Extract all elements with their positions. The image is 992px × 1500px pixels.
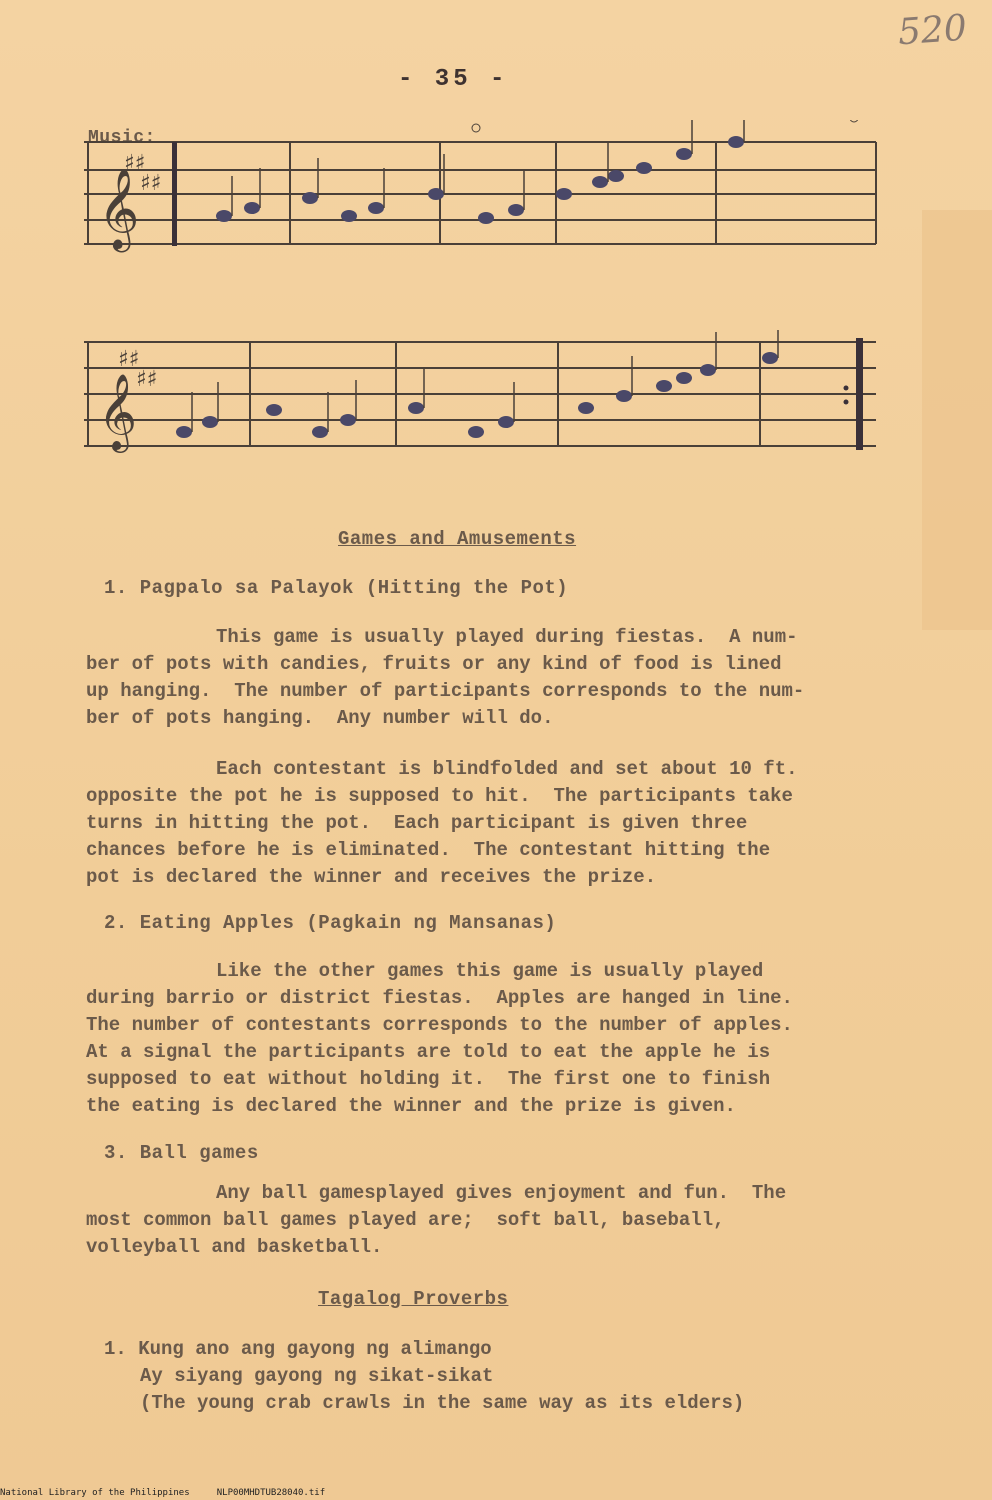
game-2-paragraph-1 — [86, 958, 793, 1120]
game-3-paragraph-1 — [86, 1180, 786, 1261]
text-line: Like the other games this game is usually played — [216, 960, 764, 982]
text-line: supposed to eat without holding it. The first one to finish — [86, 1068, 771, 1090]
proverb-1 — [104, 1336, 744, 1417]
proverbs-heading: Tagalog Proverbs — [318, 1288, 509, 1310]
text-line: the eating is declared the winner and the prize is given. — [86, 1095, 736, 1117]
proverb-translation: (The young crab crawls in the same way as its elders) — [140, 1392, 745, 1414]
text-line: This game is usually played during fiestas. A num- — [216, 626, 798, 648]
text-line: volleyball and basketball. — [86, 1236, 383, 1258]
text-line: turns in hitting the pot. Each participant is given three — [86, 812, 748, 834]
text-line: pot is declared the winner and receives the prize. — [86, 866, 657, 888]
text-line: Any ball gamesplayed gives enjoyment and fun. The — [216, 1182, 787, 1204]
music-staff-1 — [84, 120, 884, 270]
handwritten-page-number: 520 — [896, 7, 969, 54]
svg-text:𝄞: 𝄞 — [98, 373, 138, 450]
page-number: - 35 - — [398, 66, 509, 93]
proverb-line: Kung ano ang gayong ng alimango — [138, 1338, 492, 1360]
music-label: Music: — [88, 128, 156, 148]
text-line: opposite the pot he is supposed to hit. The participants take — [86, 785, 793, 807]
text-line: Each contestant is blindfolded and set about 10 ft. — [216, 758, 798, 780]
game-1-paragraph-1 — [86, 624, 804, 732]
svg-text:𝄞: 𝄞 — [98, 167, 140, 249]
text-line: up hanging. The number of participants corresponds to the num- — [86, 680, 805, 702]
text-line: ber of pots with candies, fruits or any kind of food is lined — [86, 653, 782, 675]
svg-text:♯♯: ♯♯ — [124, 151, 146, 176]
paper-edge-shadow — [922, 210, 992, 630]
proverb-number: 1. — [104, 1338, 127, 1360]
music-staff-2 — [84, 330, 884, 460]
text-line: during barrio or district fiestas. Apples are hanged in line. — [86, 987, 793, 1009]
game-1-title: 1. Pagpalo sa Palayok (Hitting the Pot) — [104, 577, 569, 599]
svg-text:♯♯: ♯♯ — [140, 171, 162, 196]
text-line: chances before he is eliminated. The contestant hitting the — [86, 839, 771, 861]
svg-text:♯♯: ♯♯ — [118, 347, 140, 372]
scan-footer: National Library of the Philippines NLP00MHDTUB28040.tif — [0, 1488, 326, 1498]
game-3-title: 3. Ball games — [104, 1142, 259, 1164]
svg-text:♯♯: ♯♯ — [136, 367, 158, 392]
game-1-paragraph-2 — [86, 756, 798, 891]
proverb-line: Ay siyang gayong ng sikat-sikat — [140, 1365, 494, 1387]
text-line: The number of contestants corresponds to the number of apples. — [86, 1014, 793, 1036]
text-line: At a signal the participants are told to eat the apple he is — [86, 1041, 771, 1063]
text-line: most common ball games played are; soft ball, baseball, — [86, 1209, 725, 1231]
text-line: ber of pots hanging. Any number will do. — [86, 707, 554, 729]
games-heading: Games and Amusements — [338, 528, 577, 550]
game-2-title: 2. Eating Apples (Pagkain ng Mansanas) — [104, 912, 557, 934]
